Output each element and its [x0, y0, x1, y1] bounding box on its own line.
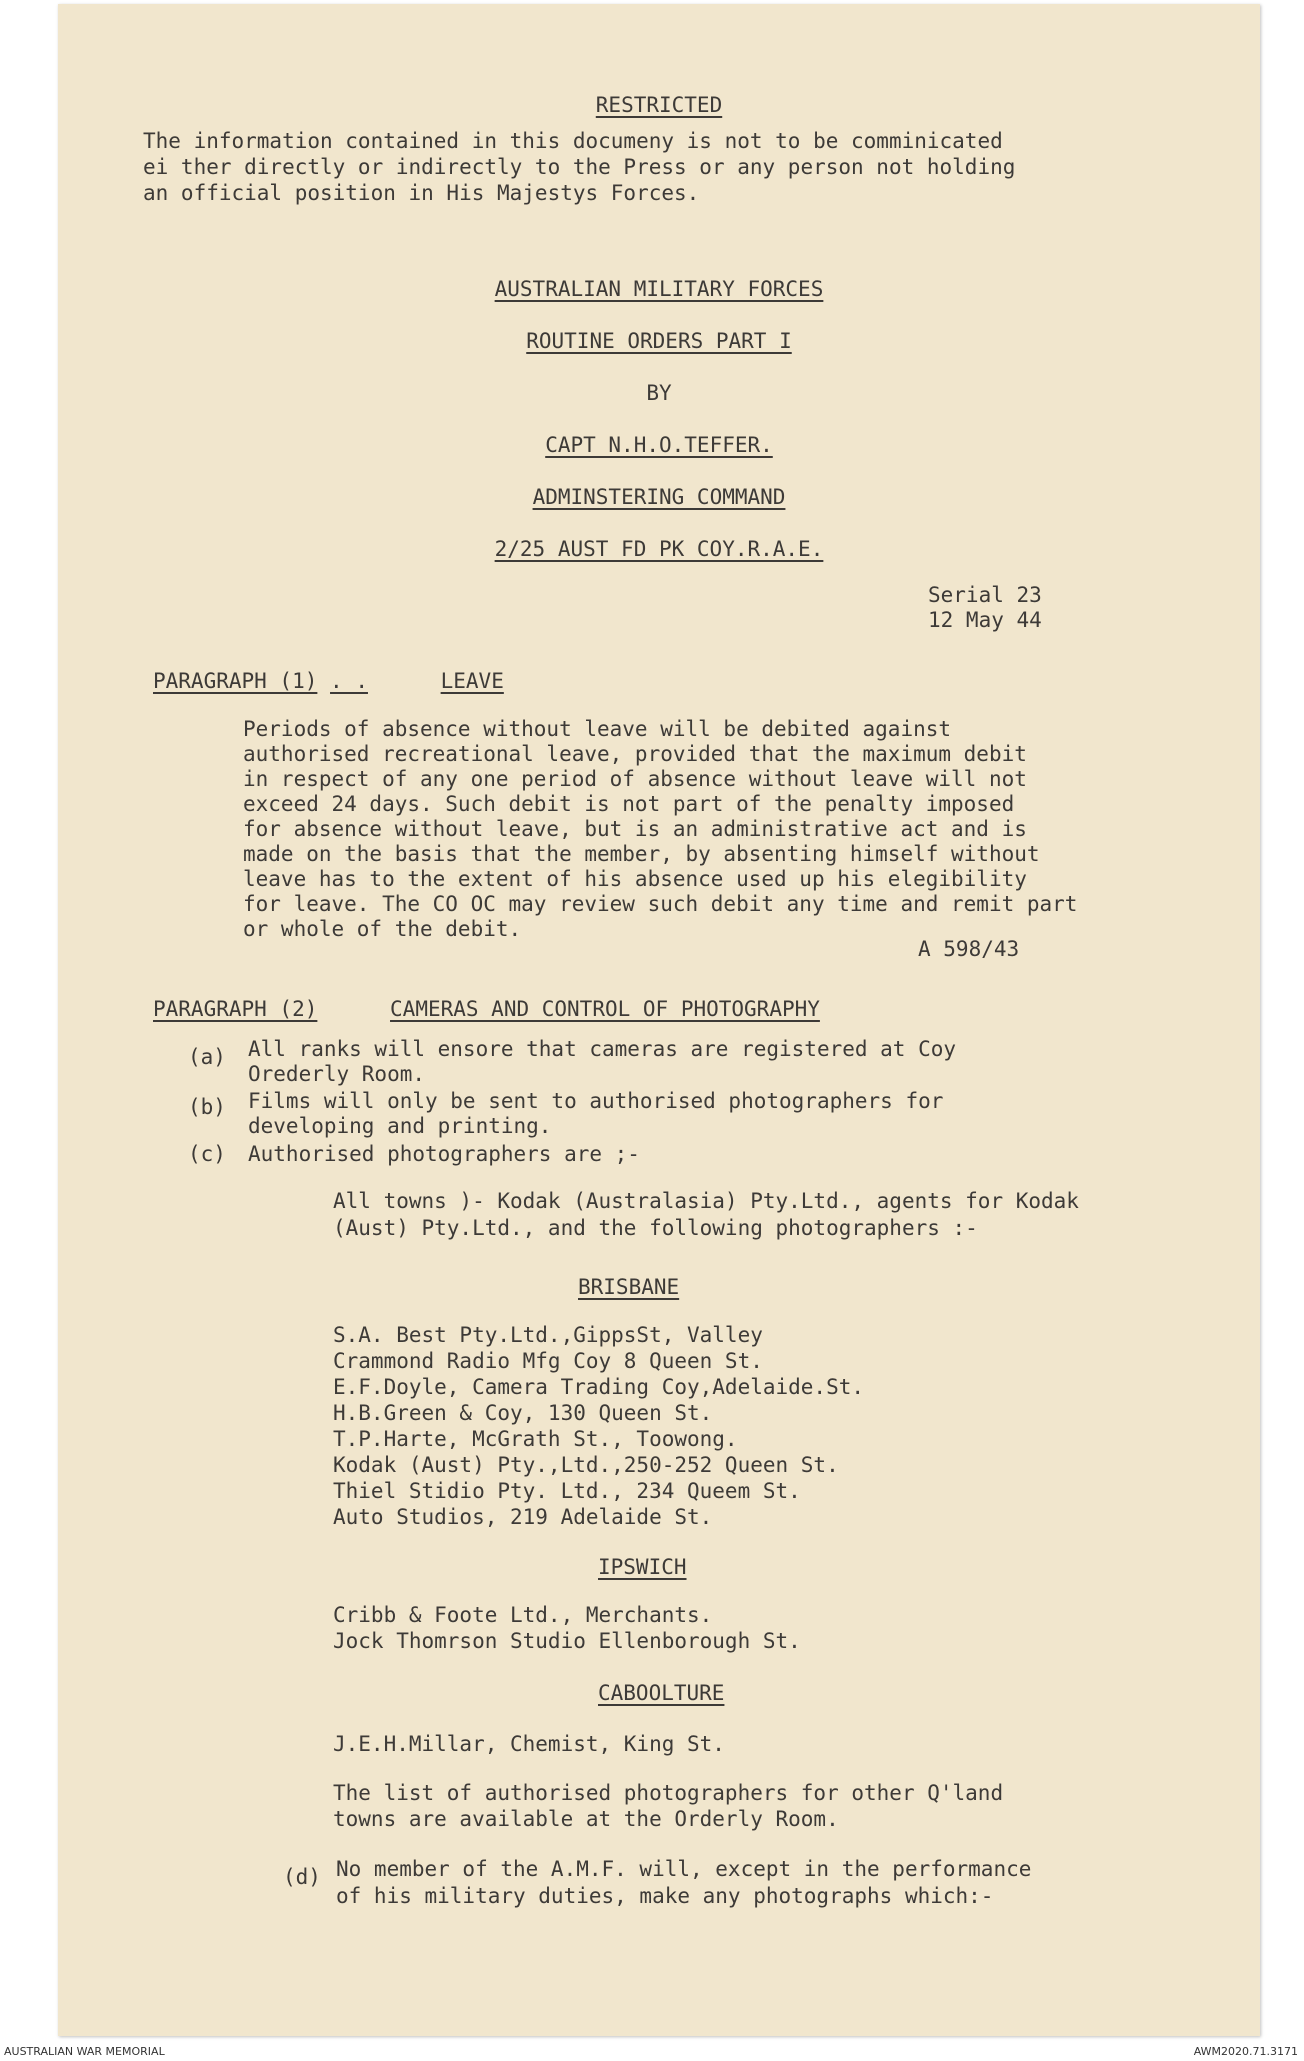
item-d-line-2: of his military duties, make any photographs which:- — [336, 1884, 994, 1908]
brisbane-heading: BRISBANE — [578, 1275, 680, 1299]
para1-heading-label: PARAGRAPH (1) — [153, 669, 318, 693]
header-forces: AUSTRALIAN MILITARY FORCES — [494, 277, 824, 301]
header-unit: 2/25 AUST FD PK COY.R.A.E. — [494, 537, 824, 561]
brisbane-entry: Kodak (Aust) Pty.,Ltd.,250-252 Queen St. — [333, 1453, 839, 1477]
para1-line-6: made on the basis that the member, by absenting himself without — [243, 842, 1040, 866]
brisbane-entry: Crammond Radio Mfg Coy 8 Queen St. — [333, 1349, 763, 1373]
notice-line-2: ei ther directly or indirectly to the Press or any person not holding — [143, 155, 1016, 179]
header-routine-orders: ROUTINE ORDERS PART I — [526, 329, 792, 353]
brisbane-entry: T.P.Harte, McGrath St., Toowong. — [333, 1427, 738, 1451]
item-d-line-1: No member of the A.M.F. will, except in the performance — [336, 1857, 1032, 1881]
other-towns-line-1: The list of authorised photographers for other Q'land — [333, 1781, 1004, 1805]
serial-number: Serial 23 — [928, 583, 1042, 607]
para1-line-8: for leave. The CO OC may review such debit any time and remit part — [243, 892, 1078, 916]
caboolture-entry: J.E.H.Millar, Chemist, King St. — [333, 1732, 725, 1756]
ipswich-entry: Jock Thomrson Studio Ellenborough St. — [333, 1629, 801, 1653]
brisbane-entry: H.B.Green & Coy, 130 Queen St. — [333, 1401, 713, 1425]
para1-reference: A 598/43 — [918, 937, 1020, 961]
item-a-line-1: All ranks will ensore that cameras are registered at Coy — [248, 1037, 957, 1061]
item-d-label: (d) — [283, 1865, 321, 1889]
item-b-label: (b) — [188, 1095, 226, 1119]
footer-institution: AUSTRALIAN WAR MEMORIAL — [4, 2045, 165, 2058]
brisbane-entry: Thiel Stidio Pty. Ltd., 234 Queem St. — [333, 1479, 801, 1503]
item-a-label: (a) — [188, 1045, 226, 1069]
para1-heading-dots: . . — [330, 669, 368, 693]
para1-line-9: or whole of the debit. — [243, 917, 522, 941]
notice-line-1: The information contained in this documeny is not to be comminicated — [143, 129, 1003, 153]
ipswich-entry: Cribb & Foote Ltd., Merchants. — [333, 1603, 713, 1627]
header-officer: CAPT N.H.O.TEFFER. — [545, 433, 773, 457]
para1-line-7: leave has to the extent of his absence used up his elegibility — [243, 867, 1027, 891]
caboolture-heading: CABOOLTURE — [598, 1681, 725, 1705]
restricted-heading: RESTRICTED — [595, 93, 723, 117]
para1-line-3: in respect of any one period of absence without leave will not — [243, 767, 1027, 791]
item-c-label: (c) — [188, 1142, 226, 1166]
all-towns-line-2: (Aust) Pty.Ltd., and the following photographers :- — [333, 1216, 978, 1240]
para2-title: CAMERAS AND CONTROL OF PHOTOGRAPHY — [390, 997, 820, 1021]
para1-line-2: authorised recreational leave, provided that the maximum debit — [243, 742, 1027, 766]
notice-line-3: an official position in His Majestys Forces. — [143, 181, 700, 205]
item-c-line-1: Authorised photographers are ;- — [248, 1142, 640, 1166]
other-towns-line-2: towns are available at the Orderly Room. — [333, 1807, 839, 1831]
para1-heading — [153, 666, 504, 696]
item-b-line-1: Films will only be sent to authorised photographers for — [248, 1089, 944, 1113]
header-by: BY — [646, 381, 672, 405]
document-page — [58, 4, 1260, 2036]
brisbane-entry: S.A. Best Pty.Ltd.,GippsSt, Valley — [333, 1323, 763, 1347]
footer-accession-number: AWM2020.71.3171 — [1193, 2045, 1298, 2058]
item-a-line-2: Orederly Room. — [248, 1062, 426, 1086]
para1-title: LEAVE — [440, 669, 504, 693]
para2-heading-label: PARAGRAPH (2) — [153, 997, 318, 1021]
para1-line-1: Periods of absence without leave will be debited against — [243, 717, 952, 741]
header-command: ADMINSTERING COMMAND — [532, 485, 786, 509]
brisbane-entry: Auto Studios, 219 Adelaide St. — [333, 1505, 713, 1529]
all-towns-line-1: All towns )- Kodak (Australasia) Pty.Ltd., agents for Kodak — [333, 1189, 1079, 1213]
serial-date: 12 May 44 — [928, 608, 1042, 632]
ipswich-heading: IPSWICH — [598, 1555, 687, 1579]
para2-heading — [153, 994, 820, 1024]
item-b-line-2: developing and printing. — [248, 1114, 552, 1138]
para1-line-4: exceed 24 days. Such debit is not part of the penalty imposed — [243, 792, 1015, 816]
para1-line-5: for absence without leave, but is an administrative act and is — [243, 817, 1027, 841]
brisbane-entry: E.F.Doyle, Camera Trading Coy,Adelaide.St. — [333, 1375, 865, 1399]
